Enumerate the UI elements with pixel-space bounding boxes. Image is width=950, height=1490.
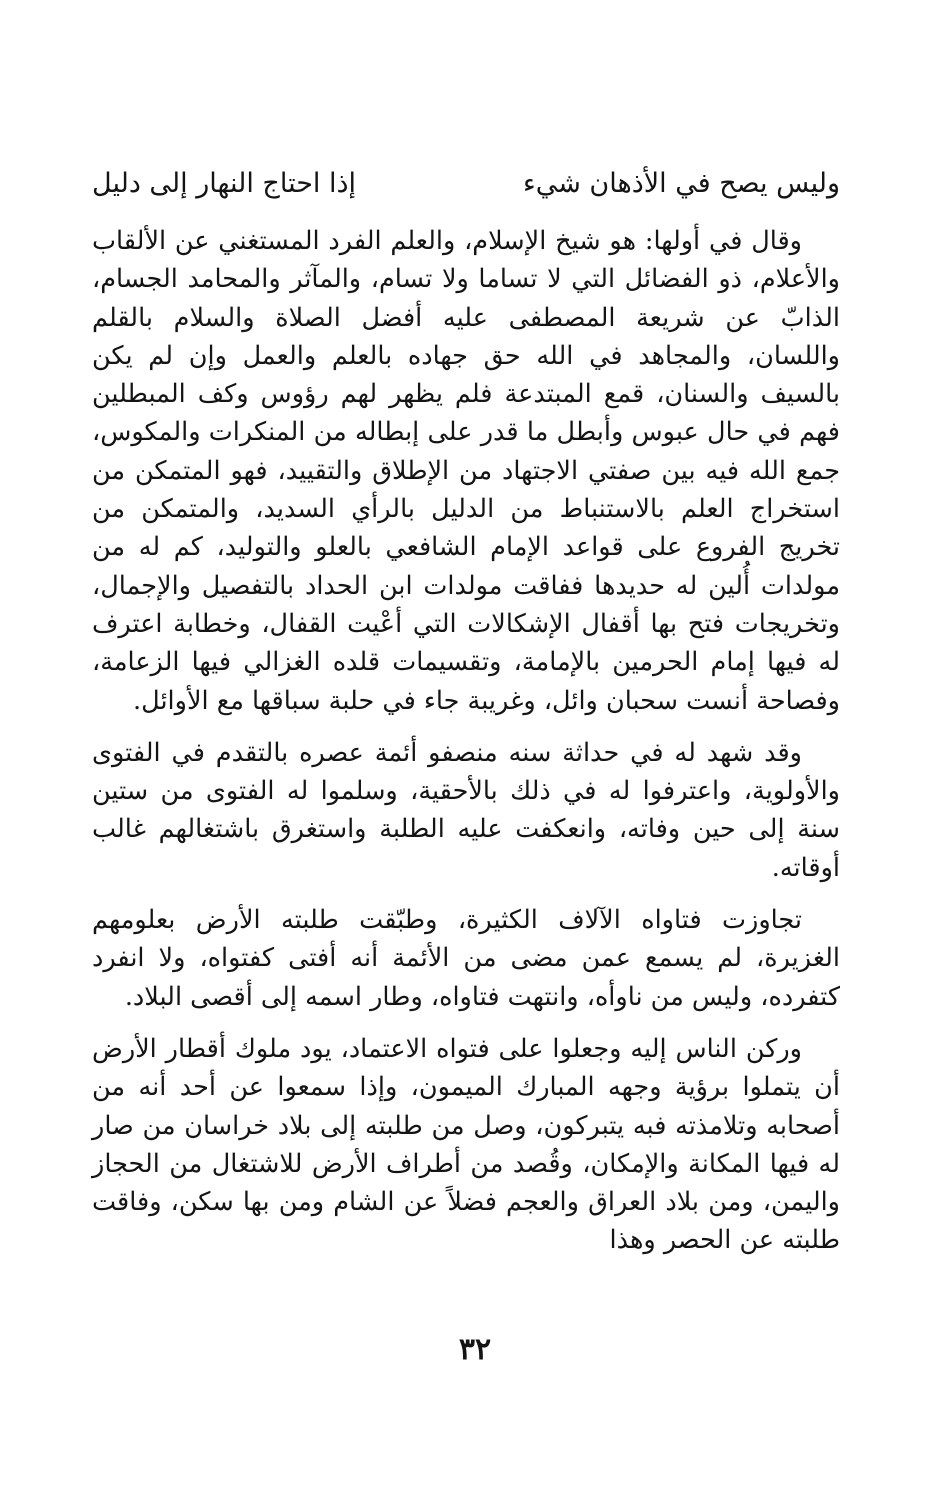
body-text (92, 222, 840, 1274)
paragraph-testimony: وقد شهد له في حداثة سنه منصفو أئمة عصره بالتقدم في الفتوى والأولوية، واعترفوا له في ذلك بالأحقية، وسلموا له الفتوى من ستين سنة إلى حين وفاته، وانعكفت عليه الطلبة واستغرق باشتغالهم غالب أوقاته. (92, 737, 840, 883)
poetry-verse (92, 158, 840, 210)
paragraph-fatwas: تجاوزت فتاواه الآلاف الكثيرة، وطبّقت طلبته الأرض بعلومهم الغزيرة، لم يسمع عمن مضى من الأئمة أنه أفتى كفتواه، ولا انفرد كتفرده، وليس من ناوأه، وانتهت فتاواه، وطار اسمه إلى أقصى البلاد. (92, 905, 840, 1012)
paragraph-reliance: وركن الناس إليه وجعلوا على فتواه الاعتماد، يود ملوك أقطار الأرض أن يتملوا برؤية وجهه المبارك الميمون، وإذا سمعوا عن أحد أنه من أصحابه وتلامذته فبه يتبركون، وصل من طلبته إلى بلاد خراسان من صار له فيها المكانة والإمكان، وقُصد من أطراف الأرض للاشتغال من الحجاز واليمن، ومن بلاد العراق والعجم فضلاً عن الشام ومن بها سكن، وفاقت طلبته عن الحصر وهذا (92, 1033, 840, 1256)
paragraph-intro: وقال في أولها: هو شيخ الإسلام، والعلم الفرد المستغني عن الألقاب والأعلام، ذو الفضائل التي لا تساما ولا تسام، والمآثر والمحامد الجسام، الذابّ عن شريعة المصطفى عليه أفضل الصلاة والسلام بالقلم واللسان، والمجاهد في الله حق جهاده بالعلم والعمل وإن لم يكن بالسيف والسنان، قمع المبتدعة فلم يظهر لهم رؤوس وكف المبطلين فهم في حال عبوس وأبطل ما قدر على إبطاله من المنكرات والمكوس، جمع الله فيه بين صفتي الاجتهاد من الإطلاق والتقييد، فهو المتمكن من استخراج العلم بالاستنباط من الدليل بالرأي السديد، والمتمكن من تخريج الفروع على قواعد الإمام الشافعي بالعلو والتوليد، كم له من مولدات أُلين له حديدها ففاقت مولدات ابن الحداد بالتفصيل والإجمال، وتخريجات فتح بها أقفال الإشكالات التي أعْيت القفال، وخطابة اعترف له فيها إمام الحرمين بالإمامة، وتقسيمات قلده الغزالي فيها الزعامة، وفصاحة أنست سحبان وائل، وغريبة جاء في حلبة سباقها مع الأوائل. (92, 226, 840, 716)
verse-second-hemistich: إذا احتاج النهار إلى دليل (92, 168, 357, 199)
verse-first-hemistich: وليس يصح في الأذهان شيء (523, 168, 840, 199)
page-number: ٣٢ (458, 1332, 492, 1367)
